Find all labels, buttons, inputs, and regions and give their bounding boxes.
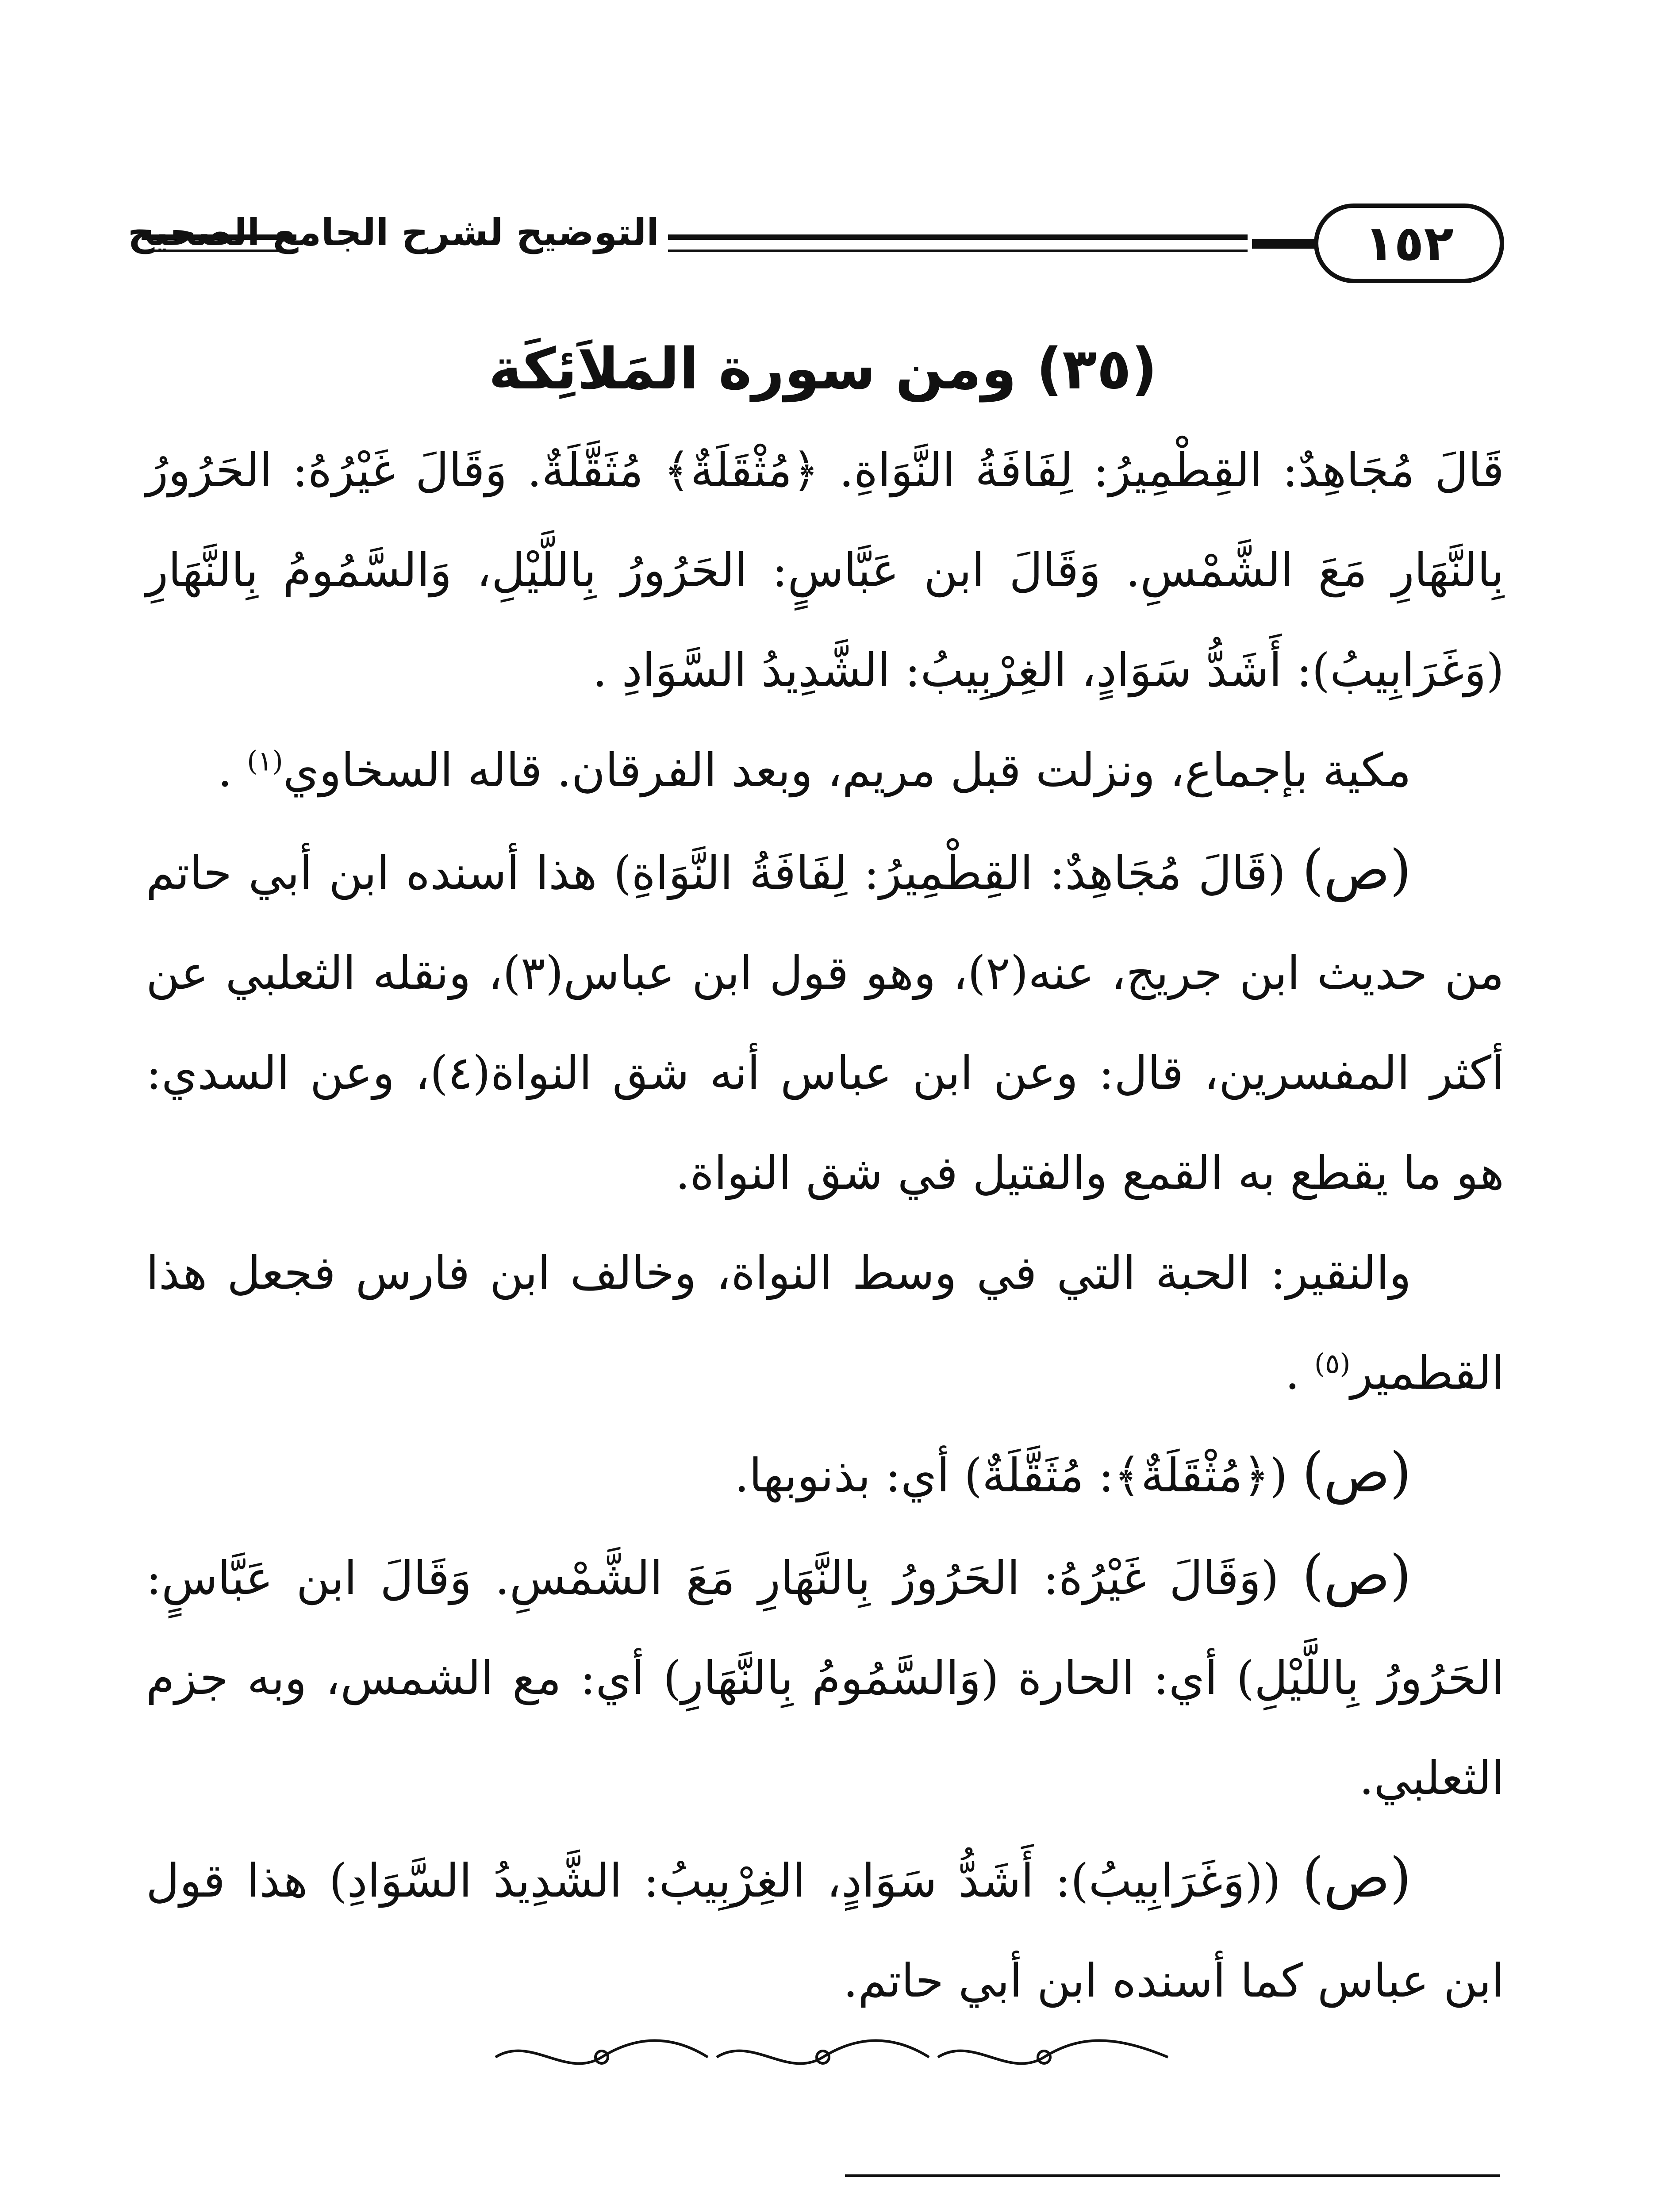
footnote: [818, 2203, 1504, 2212]
paragraph: [146, 1525, 1504, 1828]
paragraph: [146, 1423, 1504, 1525]
paragraph-text: (﴿مُثْقَلَةٌ﴾: مُثَقَّلَةٌ) أي: بذنوبها.: [734, 1448, 1288, 1502]
sura-heading: (٣٥) ومن سورة المَلاَئِكَة: [488, 336, 1157, 402]
section-ornament: [478, 2031, 1186, 2084]
header-rule: [668, 234, 1248, 252]
footnote-mark: (١): [247, 745, 283, 777]
page-number: ١٥٢: [1364, 215, 1454, 272]
sad-marker: (ص): [1302, 1846, 1411, 1910]
sad-marker: (ص): [1302, 1441, 1411, 1505]
header-rule: [142, 234, 296, 252]
page-number-badge: [1314, 204, 1504, 283]
running-header: [127, 195, 1504, 292]
footnote-number: [1429, 2203, 1504, 2212]
book-title: التوضيح لشرح الجامع الصحيح: [127, 211, 659, 254]
paragraph-text: والنقير: الحبة التي في وسط النواة، وخالف ابن فارس فجعل هذا القطمير: [146, 1246, 1504, 1400]
paragraph: مكية بإجماع، ونزلت قبل مريم، وبعد الفرقان. قاله السخاوي$^{(١)}$ .: [218, 743, 1411, 797]
footnotes: [248, 2203, 1504, 2212]
paragraph: [146, 820, 1504, 1223]
footnote-separator: [845, 2174, 1500, 2177]
paragraph: [146, 1828, 1504, 2031]
body-text: [146, 420, 1504, 2031]
sad-marker: (ص): [1302, 1544, 1411, 1607]
paragraph-text: قَالَ مُجَاهِدٌ: القِطْمِيرُ: لِفَافَةُ النَّوَاةِ. ﴿مُثْقَلَةٌ﴾ مُثَقَّلَةٌ. وَقَالَ غَيْرُهُ: الحَرُورُ بِالنَّهَارِ مَعَ الشَّمْسِ. وَقَالَ ابن عَبَّاسٍ: الحَرُورُ بِاللَّيْلِ، وَالسَّمُومُ بِالنَّهَارِ (وَغَرَابِيبُ): أَشَدُّ سَوَادٍ، الغِرْبِيبُ: الشَّدِيدُ السَّوَادِ .: [146, 443, 1504, 697]
footnote-row: [248, 2203, 1504, 2212]
sad-marker: (ص): [1302, 838, 1411, 902]
paragraph: والنقير: الحبة التي في وسط النواة، وخالف ابن فارس فجعل هذا القطمير$^{(٥)}$ .: [146, 1246, 1504, 1400]
paragraph-text: (قَالَ مُجَاهِدٌ: القِطْمِيرُ: لِفَافَةُ النَّوَاةِ) هذا أسنده ابن أبي حاتم من حديث ابن جريج، عنه(٢)، وهو قول ابن عباس(٣)، ونقله الثعلبي عن أكثر المفسرين، قال: وعن ابن عباس أنه شق النواة(٤)، وعن السدي: هو ما يقطع به القمع والفتيل في شق النواة.: [146, 846, 1505, 1200]
paragraph-text: ((وَغَرَابِيبُ): أَشَدُّ سَوَادٍ، الغِرْبِيبُ: الشَّدِيدُ السَّوَادِ) هذا قول ابن عباس كما أسنده ابن أبي حاتم.: [146, 1854, 1504, 2008]
paragraph-text: (وَقَالَ غَيْرُهُ: الحَرُورُ بِالنَّهَارِ مَعَ الشَّمْسِ. وَقَالَ ابن عَبَّاسٍ: الحَرُورُ بِاللَّيْلِ) أي: الحارة (وَالسَّمُومُ بِالنَّهَارِ) أي: مع الشمس، وبه جزم الثعلبي.: [146, 1551, 1504, 1805]
footnote-number: [743, 2203, 818, 2212]
footnote: [349, 2203, 818, 2212]
paragraph-text: مكية بإجماع، ونزلت قبل مريم، وبعد الفرقان. قاله السخاوي: [283, 743, 1411, 797]
paragraph: [146, 420, 1504, 720]
footnote-mark: (٥): [1314, 1347, 1351, 1380]
